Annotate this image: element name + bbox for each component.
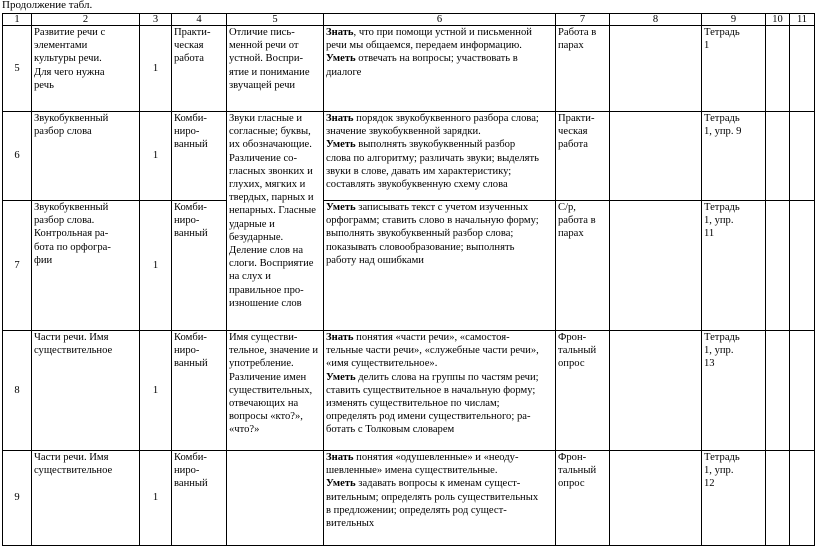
column-10-cell xyxy=(766,451,790,546)
header-cell: 6 xyxy=(324,14,556,26)
lesson-content: Звуки гласные и согласные; буквы, их обозначающие. Различение со- гласных звонких и глухих, мягких и твердых, парных и непарных. Гласные ударные и безударные. Деление слов на слоги. Восприятие на слух и правильное про- изношение слов xyxy=(227,112,324,331)
lesson-topic: Части речи. Имя существительное xyxy=(32,331,140,451)
homework: Тетрадь 1, упр. 11 xyxy=(702,201,766,331)
know-text: порядок звукобуквенного разбора слова; значение звукобуквенной зарядки. xyxy=(326,113,539,138)
header-row xyxy=(3,14,815,26)
header-cell: 1 xyxy=(3,14,32,26)
know-label: Знать xyxy=(326,27,354,38)
column-8-cell xyxy=(610,26,702,112)
can-label: Уметь xyxy=(326,139,356,151)
lesson-requirements xyxy=(324,26,556,112)
can-label: Уметь xyxy=(326,371,356,383)
know-text: понятия «одушевленные» и «неоду- шевленные» имена существительные. xyxy=(326,452,519,477)
table-row xyxy=(3,201,815,331)
column-11-cell xyxy=(790,331,815,451)
lesson-plan-table xyxy=(2,13,815,546)
table-row xyxy=(3,112,815,201)
header-cell: 7 xyxy=(556,14,610,26)
lesson-requirements xyxy=(324,112,556,201)
know-label: Знать xyxy=(326,113,354,124)
lesson-number: 6 xyxy=(3,112,32,201)
lesson-number: 8 xyxy=(3,331,32,451)
header-cell: 11 xyxy=(790,14,815,26)
control-form: Фрон- тальный опрос xyxy=(556,451,610,546)
can-label: Уметь xyxy=(326,202,356,213)
lesson-hours: 1 xyxy=(140,26,172,112)
can-label: Уметь xyxy=(326,53,356,65)
control-form: Работа в парах xyxy=(556,26,610,112)
homework: Тетрадь 1 xyxy=(702,26,766,112)
can-text: задавать вопросы к именам сущест- вительным; определять роль существительных в предложении; определять род сущест- вительных xyxy=(326,478,539,530)
table-caption: Продолжение табл. xyxy=(2,0,93,11)
column-8-cell xyxy=(610,451,702,546)
header-cell: 5 xyxy=(227,14,324,26)
lesson-topic: Развитие речи с элементами культуры речи. Для чего нужна речь xyxy=(32,26,140,112)
know-text: понятия «части речи», «самостоя- тельные части речи», «служебные части речи», «имя существительное». xyxy=(326,332,539,370)
lesson-type: Комби- ниро- ванный xyxy=(172,331,227,451)
column-11-cell xyxy=(790,112,815,201)
can-text: записывать текст с учетом изученных орфограмм; ставить слово в начальную форму; выполнять звукобуквенный разбор слова; показывать словообразование; выполнять работу над ошибками xyxy=(326,202,539,266)
header-cell: 3 xyxy=(140,14,172,26)
lesson-content: Отличие пись- менной речи от устной. Воспри- ятие и понимание звучащей речи xyxy=(227,26,324,112)
header-cell: 9 xyxy=(702,14,766,26)
homework: Тетрадь 1, упр. 12 xyxy=(702,451,766,546)
column-11-cell xyxy=(790,451,815,546)
column-8-cell xyxy=(610,112,702,201)
lesson-topic: Звукобуквенный разбор слова. Контрольная ра- бота по орфогра- фии xyxy=(32,201,140,331)
control-form: Практи- ческая работа xyxy=(556,112,610,201)
lesson-hours: 1 xyxy=(140,112,172,201)
header-cell: 4 xyxy=(172,14,227,26)
homework: Тетрадь 1, упр. 13 xyxy=(702,331,766,451)
header-cell: 10 xyxy=(766,14,790,26)
lesson-content: Имя существи- тельное, значение и употребление. Различение имен существительных, отвечающих на вопросы «кто?», «что?» xyxy=(227,331,324,451)
lesson-number: 9 xyxy=(3,451,32,546)
know-label: Знать xyxy=(326,452,354,463)
table-row xyxy=(3,451,815,546)
column-10-cell xyxy=(766,112,790,201)
lesson-type: Комби- ниро- ванный xyxy=(172,201,227,331)
column-10-cell xyxy=(766,201,790,331)
header-cell: 2 xyxy=(32,14,140,26)
control-form: С/р, работа в парах xyxy=(556,201,610,331)
column-10-cell xyxy=(766,331,790,451)
column-11-cell xyxy=(790,26,815,112)
table-row xyxy=(3,26,815,112)
can-text: выполнять звукобуквенный разбор слова по алгоритму; различать звуки; выделять звуки в слове, давать им характеристику; составлять звукобуквенную схему слова xyxy=(326,139,539,191)
lesson-requirements xyxy=(324,331,556,451)
lesson-content xyxy=(227,451,324,546)
table-row xyxy=(3,331,815,451)
can-label: Уметь xyxy=(326,478,356,490)
column-8-cell xyxy=(610,331,702,451)
lesson-number: 5 xyxy=(3,26,32,112)
can-text: делить слова на группы по частям речи; ставить существительное в начальную форму; изменять существительное по числам; определять род имени существительного; ра- ботать с Толковым словарем xyxy=(326,371,539,436)
lesson-hours: 1 xyxy=(140,331,172,451)
lesson-requirements xyxy=(324,451,556,546)
control-form: Фрон- тальный опрос xyxy=(556,331,610,451)
lesson-requirements xyxy=(324,201,556,331)
lesson-type: Практи- ческая работа xyxy=(172,26,227,112)
homework: Тетрадь 1, упр. 9 xyxy=(702,112,766,201)
know-label: Знать xyxy=(326,332,354,343)
lesson-topic: Части речи. Имя существительное xyxy=(32,451,140,546)
lesson-hours: 1 xyxy=(140,451,172,546)
know-text: , что при помощи устной и письменной речи мы общаемся, передаем информацию. xyxy=(326,27,532,52)
lesson-hours: 1 xyxy=(140,201,172,331)
can-text: отвечать на вопросы; участвовать в диалоге xyxy=(326,53,518,78)
lesson-topic: Звукобуквенный разбор слова xyxy=(32,112,140,201)
lesson-number: 7 xyxy=(3,201,32,331)
header-cell: 8 xyxy=(610,14,702,26)
column-8-cell xyxy=(610,201,702,331)
lesson-type: Комби- ниро- ванный xyxy=(172,451,227,546)
column-11-cell xyxy=(790,201,815,331)
lesson-type: Комби- ниро- ванный xyxy=(172,112,227,201)
column-10-cell xyxy=(766,26,790,112)
